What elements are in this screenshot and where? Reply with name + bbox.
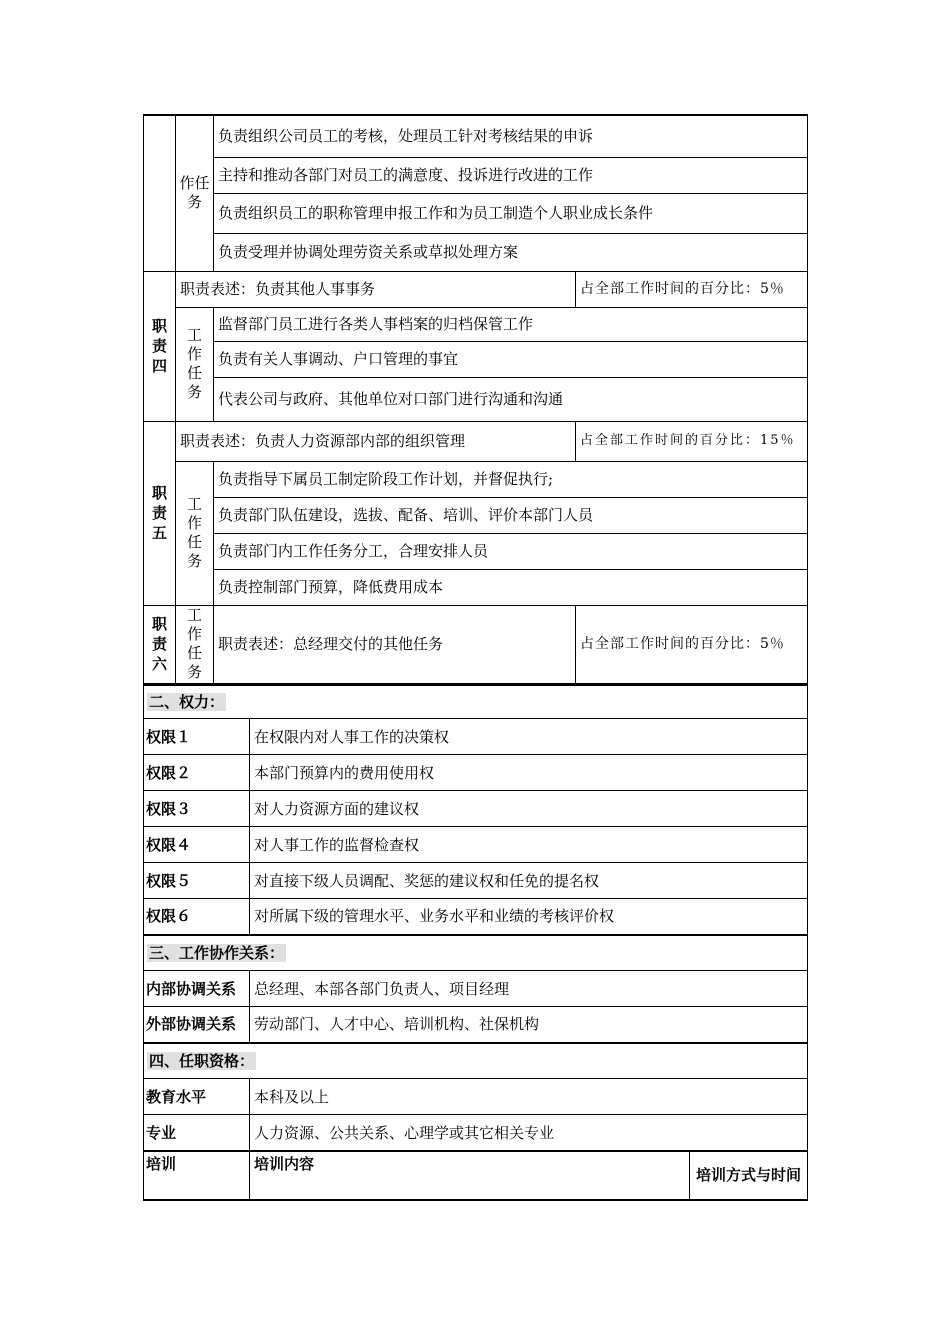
duty5-side-label: 工作任务 bbox=[176, 461, 214, 605]
duty6-side-label: 工作任务 bbox=[176, 605, 214, 683]
duty5-task-row bbox=[144, 533, 808, 569]
duty5-task-row bbox=[144, 497, 808, 533]
power-row bbox=[144, 791, 808, 827]
duty4-percent: 占全部工作时间的百分比：5％ bbox=[576, 271, 808, 307]
training-content-header: 培训内容 bbox=[250, 1152, 690, 1200]
power-label: 权限５ bbox=[144, 863, 250, 899]
power-row bbox=[144, 899, 808, 935]
duty5-label: 职责五 bbox=[144, 421, 176, 605]
duty4-task: 监督部门员工进行各类人事档案的归档保管工作 bbox=[214, 307, 808, 341]
qualifications-title: 四、任职资格： bbox=[144, 1043, 808, 1079]
powers-title: 二、权力： bbox=[144, 685, 808, 719]
training-label: 培训 bbox=[144, 1152, 250, 1200]
power-label: 权限２ bbox=[144, 755, 250, 791]
duty5-task: 负责部门队伍建设，选拔、配备、培训、评价本部门人员 bbox=[214, 497, 808, 533]
duty6-row bbox=[144, 605, 808, 683]
power-label: 权限６ bbox=[144, 899, 250, 935]
duty4-task-row bbox=[144, 307, 808, 341]
major-row bbox=[144, 1115, 808, 1151]
power-text: 对直接下级人员调配、奖惩的建议权和任免的提名权 bbox=[250, 863, 808, 899]
duty4-task: 负责有关人事调动、户口管理的事宜 bbox=[214, 341, 808, 377]
major-label: 专业 bbox=[144, 1115, 250, 1151]
duty5-percent: 占全部工作时间的百分比：15％ bbox=[576, 421, 808, 461]
qualifications-title-row bbox=[144, 1043, 808, 1079]
power-text: 对人力资源方面的建议权 bbox=[250, 791, 808, 827]
duty6-percent: 占全部工作时间的百分比：5％ bbox=[576, 605, 808, 683]
training-row bbox=[144, 1152, 808, 1200]
duty4-task-row bbox=[144, 341, 808, 377]
duty3-task: 负责组织员工的职称管理申报工作和为员工制造个人职业成长条件 bbox=[214, 193, 808, 233]
power-row bbox=[144, 719, 808, 755]
duty5-task-row bbox=[144, 569, 808, 605]
duty5-task: 负责部门内工作任务分工，合理安排人员 bbox=[214, 533, 808, 569]
duty4-label: 职责四 bbox=[144, 271, 176, 421]
power-text: 对人事工作的监督检查权 bbox=[250, 827, 808, 863]
power-text: 对所属下级的管理水平、业务水平和业绩的考核评价权 bbox=[250, 899, 808, 935]
internal-relation-label: 内部协调关系 bbox=[144, 971, 250, 1007]
duty3-task-row bbox=[144, 115, 808, 157]
duty5-task: 负责控制部门预算，降低费用成本 bbox=[214, 569, 808, 605]
duty4-side-label: 工作任务 bbox=[176, 307, 214, 421]
education-label: 教育水平 bbox=[144, 1079, 250, 1115]
relations-title-row bbox=[144, 935, 808, 971]
powers-title-row bbox=[144, 685, 808, 719]
power-label: 权限４ bbox=[144, 827, 250, 863]
duty5-task-row bbox=[144, 461, 808, 497]
power-row bbox=[144, 863, 808, 899]
duty6-description: 职责表述：总经理交付的其他任务 bbox=[214, 605, 576, 683]
internal-relation-row bbox=[144, 971, 808, 1007]
power-row bbox=[144, 755, 808, 791]
duty4-description-row bbox=[144, 271, 808, 307]
education-row bbox=[144, 1079, 808, 1115]
job-description-page bbox=[143, 114, 807, 1201]
power-label: 权限１ bbox=[144, 719, 250, 755]
power-label: 权限３ bbox=[144, 791, 250, 827]
duty3-side-label: 作任务 bbox=[176, 115, 214, 271]
duty3-task: 主持和推动各部门对员工的满意度、投诉进行改进的工作 bbox=[214, 157, 808, 193]
power-text: 在权限内对人事工作的决策权 bbox=[250, 719, 808, 755]
duty5-description: 职责表述：负责人力资源部内部的组织管理 bbox=[176, 421, 576, 461]
duty3-task-row bbox=[144, 233, 808, 271]
education-text: 本科及以上 bbox=[250, 1079, 808, 1115]
duty6-label: 职责六 bbox=[144, 605, 176, 683]
external-relation-text: 劳动部门、人才中心、培训机构、社保机构 bbox=[250, 1007, 808, 1043]
duty4-description: 职责表述：负责其他人事事务 bbox=[176, 271, 576, 307]
duty3-task-row bbox=[144, 157, 808, 193]
duty5-description-row bbox=[144, 421, 808, 461]
duty4-task-row bbox=[144, 377, 808, 421]
power-text: 本部门预算内的费用使用权 bbox=[250, 755, 808, 791]
duty3-label-cell bbox=[144, 115, 176, 271]
major-text: 人力资源、公共关系、心理学或其它相关专业 bbox=[250, 1115, 808, 1151]
external-relation-label: 外部协调关系 bbox=[144, 1007, 250, 1043]
powers-table bbox=[143, 684, 808, 1152]
duty4-task: 代表公司与政府、其他单位对口部门进行沟通和沟通 bbox=[214, 377, 808, 421]
internal-relation-text: 总经理、本部各部门负责人、项目经理 bbox=[250, 971, 808, 1007]
duty3-task: 负责受理并协调处理劳资关系或草拟处理方案 bbox=[214, 233, 808, 271]
power-row bbox=[144, 827, 808, 863]
training-method-header: 培训方式与时间 bbox=[690, 1152, 808, 1200]
duty3-task: 负责组织公司员工的考核，处理员工针对考核结果的申诉 bbox=[214, 115, 808, 157]
relations-title: 三、工作协作关系： bbox=[144, 935, 808, 971]
external-relation-row bbox=[144, 1007, 808, 1043]
duty5-task: 负责指导下属员工制定阶段工作计划，并督促执行; bbox=[214, 461, 808, 497]
training-table bbox=[143, 1151, 808, 1201]
duties-table bbox=[143, 114, 808, 684]
duty3-task-row bbox=[144, 193, 808, 233]
